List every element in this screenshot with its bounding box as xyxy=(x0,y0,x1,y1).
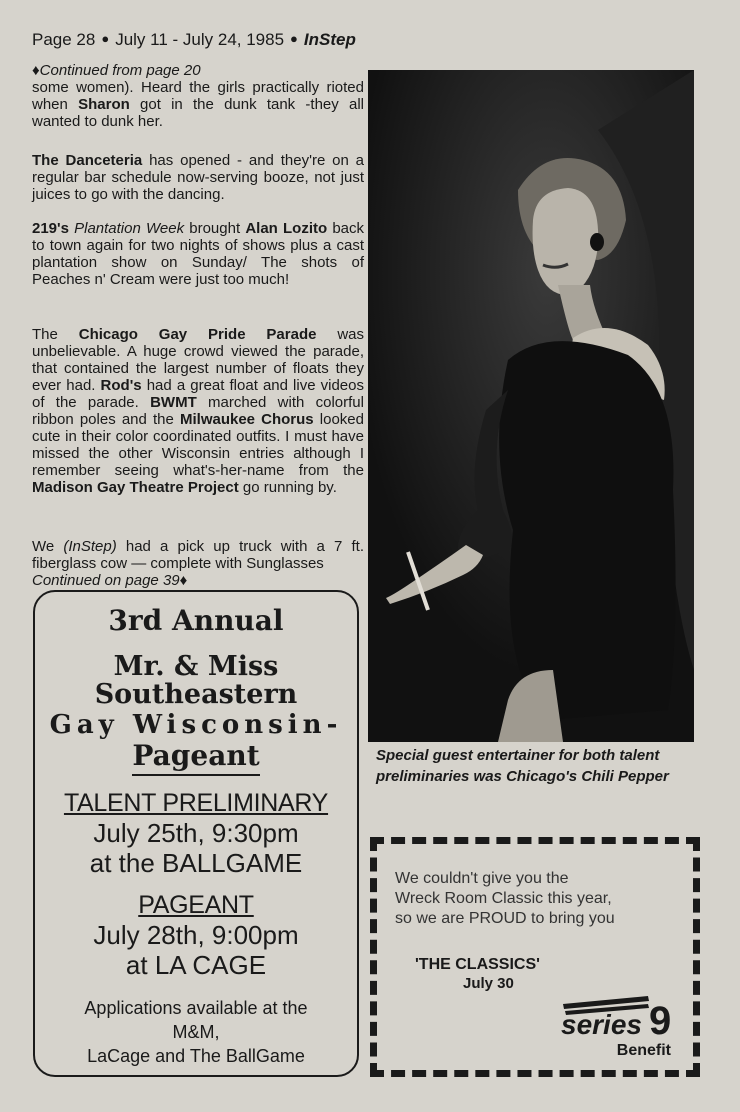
pageant-date: July 28th, 9:00pm xyxy=(93,920,299,950)
article-column xyxy=(32,62,364,130)
series-logo xyxy=(553,992,683,1042)
ad-intro: We couldn't give you the Wreck Room Classic this year, so we are PROUD to bring you xyxy=(395,870,615,927)
benefit-label: Benefit xyxy=(616,1042,671,1059)
diamond-icon: ♦ xyxy=(179,572,188,589)
ad-title-line: Pageant xyxy=(132,741,259,776)
diamond-icon: ♦ xyxy=(32,62,40,79)
pageant-ad xyxy=(33,590,359,1077)
ad-title-line: Mr. & Miss xyxy=(113,651,279,682)
paragraph-4: The Chicago Gay Pride Parade was unbelievable. A huge crowd viewed the parade, that contained the largest number of floats they ever had. Rod's had a great float and live videos of the parade. BWMT marched with colorful ribbon poles and the Milwaukee Chorus looked cute in their color coordinated outfits. I must have missed the other Wisconsin entries although I remember seeing what's-her-name from the Madison Gay Theatre Project go running by. xyxy=(32,326,365,496)
paragraph-3: 219's Plantation Week brought Alan Lozito back to town again for two nights of shows plus a cast plantation show on Sunday/ The shots of Peaches n' Cream were just too much! xyxy=(32,220,364,288)
issue-dates: July 11 - July 24, 1985 xyxy=(115,30,285,49)
pageant-heading: PAGEANT xyxy=(138,891,254,919)
logo-number: 9 xyxy=(649,999,672,1042)
talent-place: at the BALLGAME xyxy=(89,848,303,878)
bullet-icon: ● xyxy=(290,31,298,46)
event-name: 'THE CLASSICS' xyxy=(415,956,540,973)
page-number: Page 28 xyxy=(32,30,96,49)
ad-title-line: Southeastern xyxy=(94,679,298,710)
talent-heading: TALENT PRELIMINARY xyxy=(63,789,329,817)
classics-ad xyxy=(370,837,700,1077)
continued-from: ♦Continued from page 20 xyxy=(32,62,201,79)
publication-name: InStep xyxy=(303,30,356,49)
ad-annual: 3rd Annual xyxy=(108,604,284,637)
performer-photo xyxy=(368,70,694,742)
ad-title-line: Gay Wisconsin- xyxy=(49,710,343,740)
talent-date: July 25th, 9:30pm xyxy=(93,818,299,848)
logo-text: series xyxy=(561,1009,642,1040)
bullet-icon: ● xyxy=(101,31,110,46)
page-header xyxy=(32,30,732,50)
paragraph-1: some women). Heard the girls practically rioted when Sharon got in the dunk tank -they all wanted to dunk her. xyxy=(32,79,364,130)
photo-caption: Special guest entertainer for both talent preliminaries was Chicago's Chili Pepper xyxy=(376,747,669,785)
continued-on: Continued on page 39♦ xyxy=(32,572,188,589)
applications-info: Applications available at the M&M, LaCage and The BallGame xyxy=(84,998,308,1066)
event-date: July 30 xyxy=(463,975,514,992)
paragraph-5: We (InStep) had a pick up truck with a 7 ft. fiberglass cow — complete with Sunglasses Continued on page 39♦ xyxy=(32,538,364,589)
pageant-place: at LA CAGE xyxy=(125,950,267,980)
paragraph-2: The Danceteria has opened - and they're on a regular bar schedule now-serving booze, not just juices to go with the dancing. xyxy=(32,152,365,203)
